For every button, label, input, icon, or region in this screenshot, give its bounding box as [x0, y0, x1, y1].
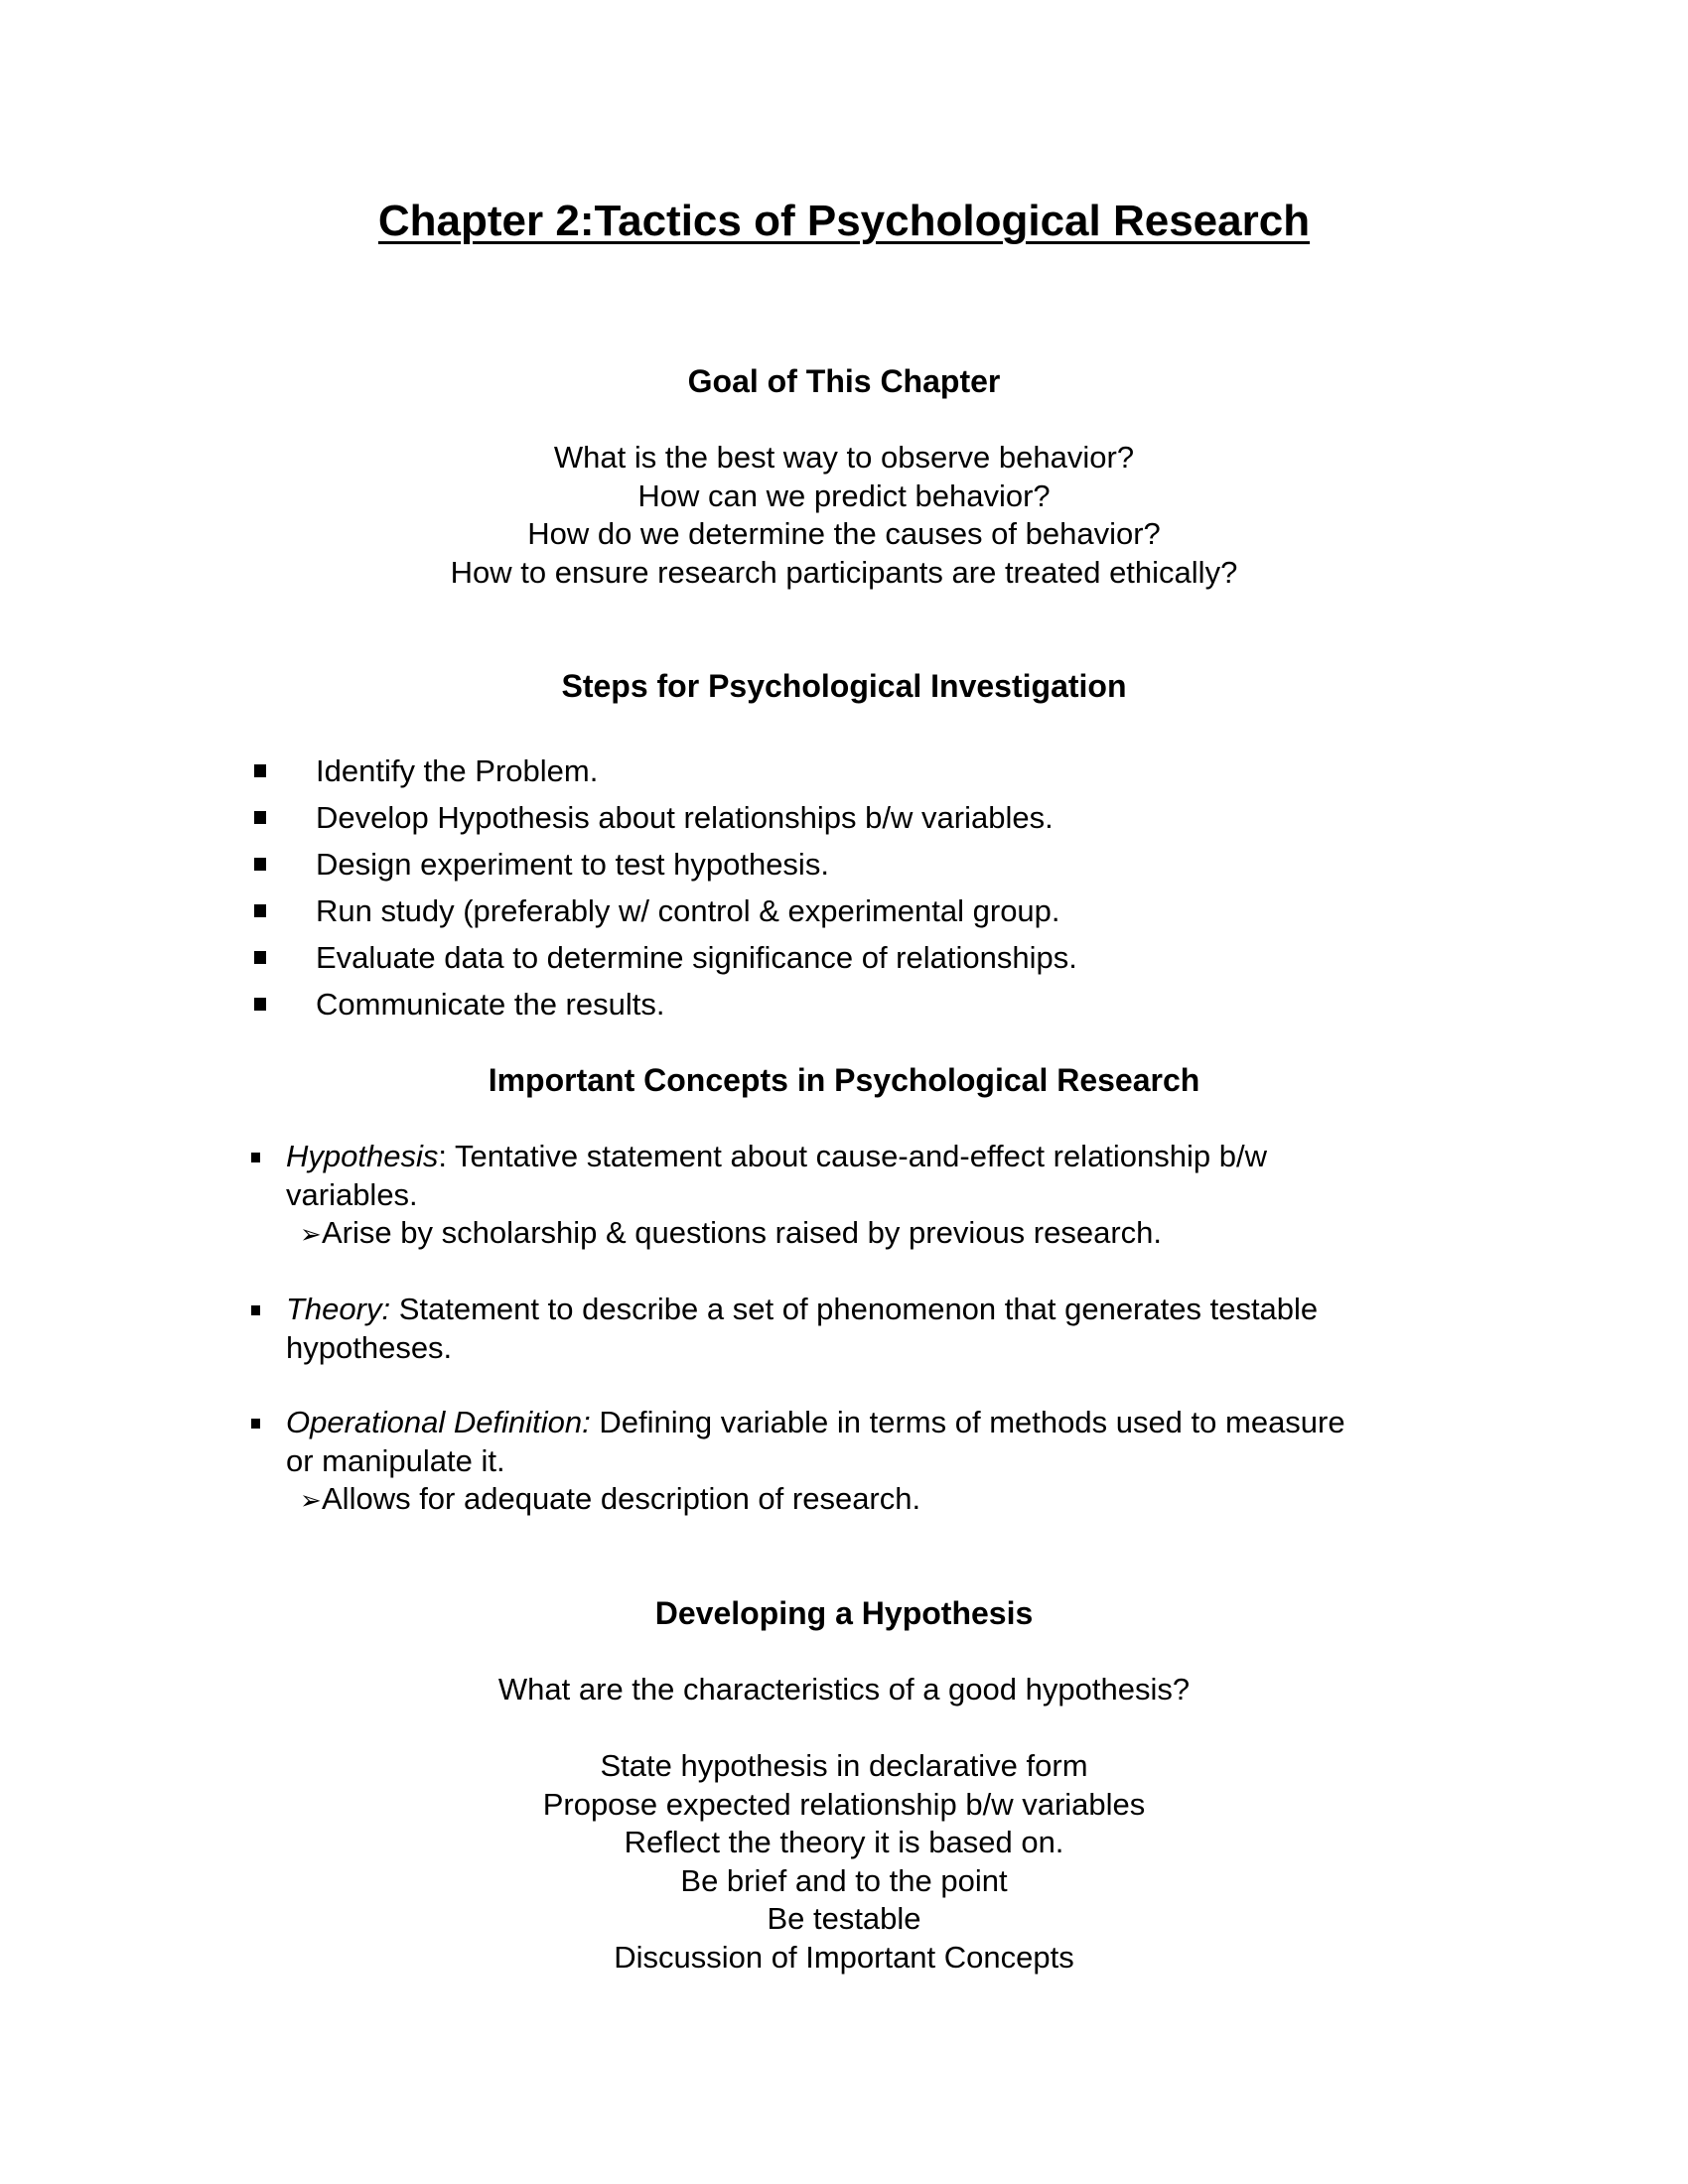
concepts-heading: Important Concepts in Psychological Research [488, 1062, 1200, 1098]
goal-heading: Goal of This Chapter [687, 363, 1001, 399]
arrow-bullet-icon: ➢ [300, 1485, 322, 1515]
square-bullet-icon [251, 1419, 260, 1429]
steps-list [248, 748, 1539, 1027]
square-bullet-icon [254, 858, 266, 871]
page-title-text: Chapter 2:Tactics of Psychological Research [377, 197, 1311, 245]
goal-question: How do we determine the causes of behavior? [527, 516, 1161, 551]
list-item: Identify the Problem. [248, 748, 1539, 794]
characteristic-item: Propose expected relationship b/w variables [542, 1786, 1146, 1822]
concept-term: Hypothesis [286, 1139, 439, 1173]
list-item: Run study (preferably w/ control & experimental group. [248, 887, 1539, 934]
square-bullet-icon [251, 1153, 260, 1162]
concept-definition: Defining variable in terms of methods used to measure [590, 1405, 1345, 1439]
developing-question: What are the characteristics of a good hypothesis? [497, 1672, 1191, 1706]
square-bullet-icon [251, 1305, 260, 1315]
concept-term: Operational Definition: [286, 1405, 591, 1439]
developing-heading: Developing a Hypothesis [654, 1595, 1034, 1631]
goal-question: What is the best way to observe behavior? [553, 440, 1135, 475]
square-bullet-icon [254, 811, 266, 824]
square-bullet-icon [254, 904, 266, 917]
concept-term: Theory: [286, 1292, 391, 1326]
list-item: Evaluate data to determine significance of relationships. [248, 934, 1539, 981]
concept-sub-point: ➢Allows for adequate description of research. [286, 1481, 920, 1516]
concept-sub-point: ➢Arise by scholarship & questions raised by previous research. [286, 1215, 1162, 1250]
characteristic-item: Be testable [767, 1901, 921, 1936]
square-bullet-icon [254, 764, 266, 777]
square-bullet-icon [254, 951, 266, 964]
steps-heading: Steps for Psychological Investigation [561, 668, 1127, 704]
concept-definition: Tentative statement about cause-and-effect relationship b/w [446, 1139, 1268, 1173]
characteristic-item: Discussion of Important Concepts [614, 1939, 1074, 1975]
list-item: Communicate the results. [248, 981, 1539, 1027]
characteristic-item: Reflect the theory it is based on. [624, 1825, 1064, 1859]
arrow-bullet-icon: ➢ [300, 1219, 322, 1249]
concept-definition: Statement to describe a set of phenomenon that generates testable [390, 1292, 1319, 1326]
list-item: Design experiment to test hypothesis. [248, 841, 1539, 887]
characteristic-item: State hypothesis in declarative form [600, 1748, 1088, 1783]
page-title [0, 197, 1688, 246]
characteristics-list [0, 1747, 1688, 1977]
square-bullet-icon [254, 998, 266, 1011]
goal-questions [0, 439, 1688, 592]
goal-question: How can we predict behavior? [637, 478, 1051, 513]
list-item: Develop Hypothesis about relationships b/w variables. [248, 794, 1539, 841]
concept-theory: Theory: Statement to describe a set of phenomenon that generates testable hypotheses. [248, 1291, 1539, 1367]
goal-question: How to ensure research participants are treated ethically? [450, 554, 1238, 590]
concept-hypothesis: Hypothesis: Tentative statement about cause-and-effect relationship b/w variables. ➢Arise by scholarship & questions raised by previous research. [248, 1138, 1539, 1254]
concept-operational-definition: Operational Definition: Defining variable in terms of methods used to measure or manipulate it. ➢Allows for adequate description of research. [248, 1404, 1539, 1520]
characteristic-item: Be brief and to the point [680, 1862, 1008, 1898]
